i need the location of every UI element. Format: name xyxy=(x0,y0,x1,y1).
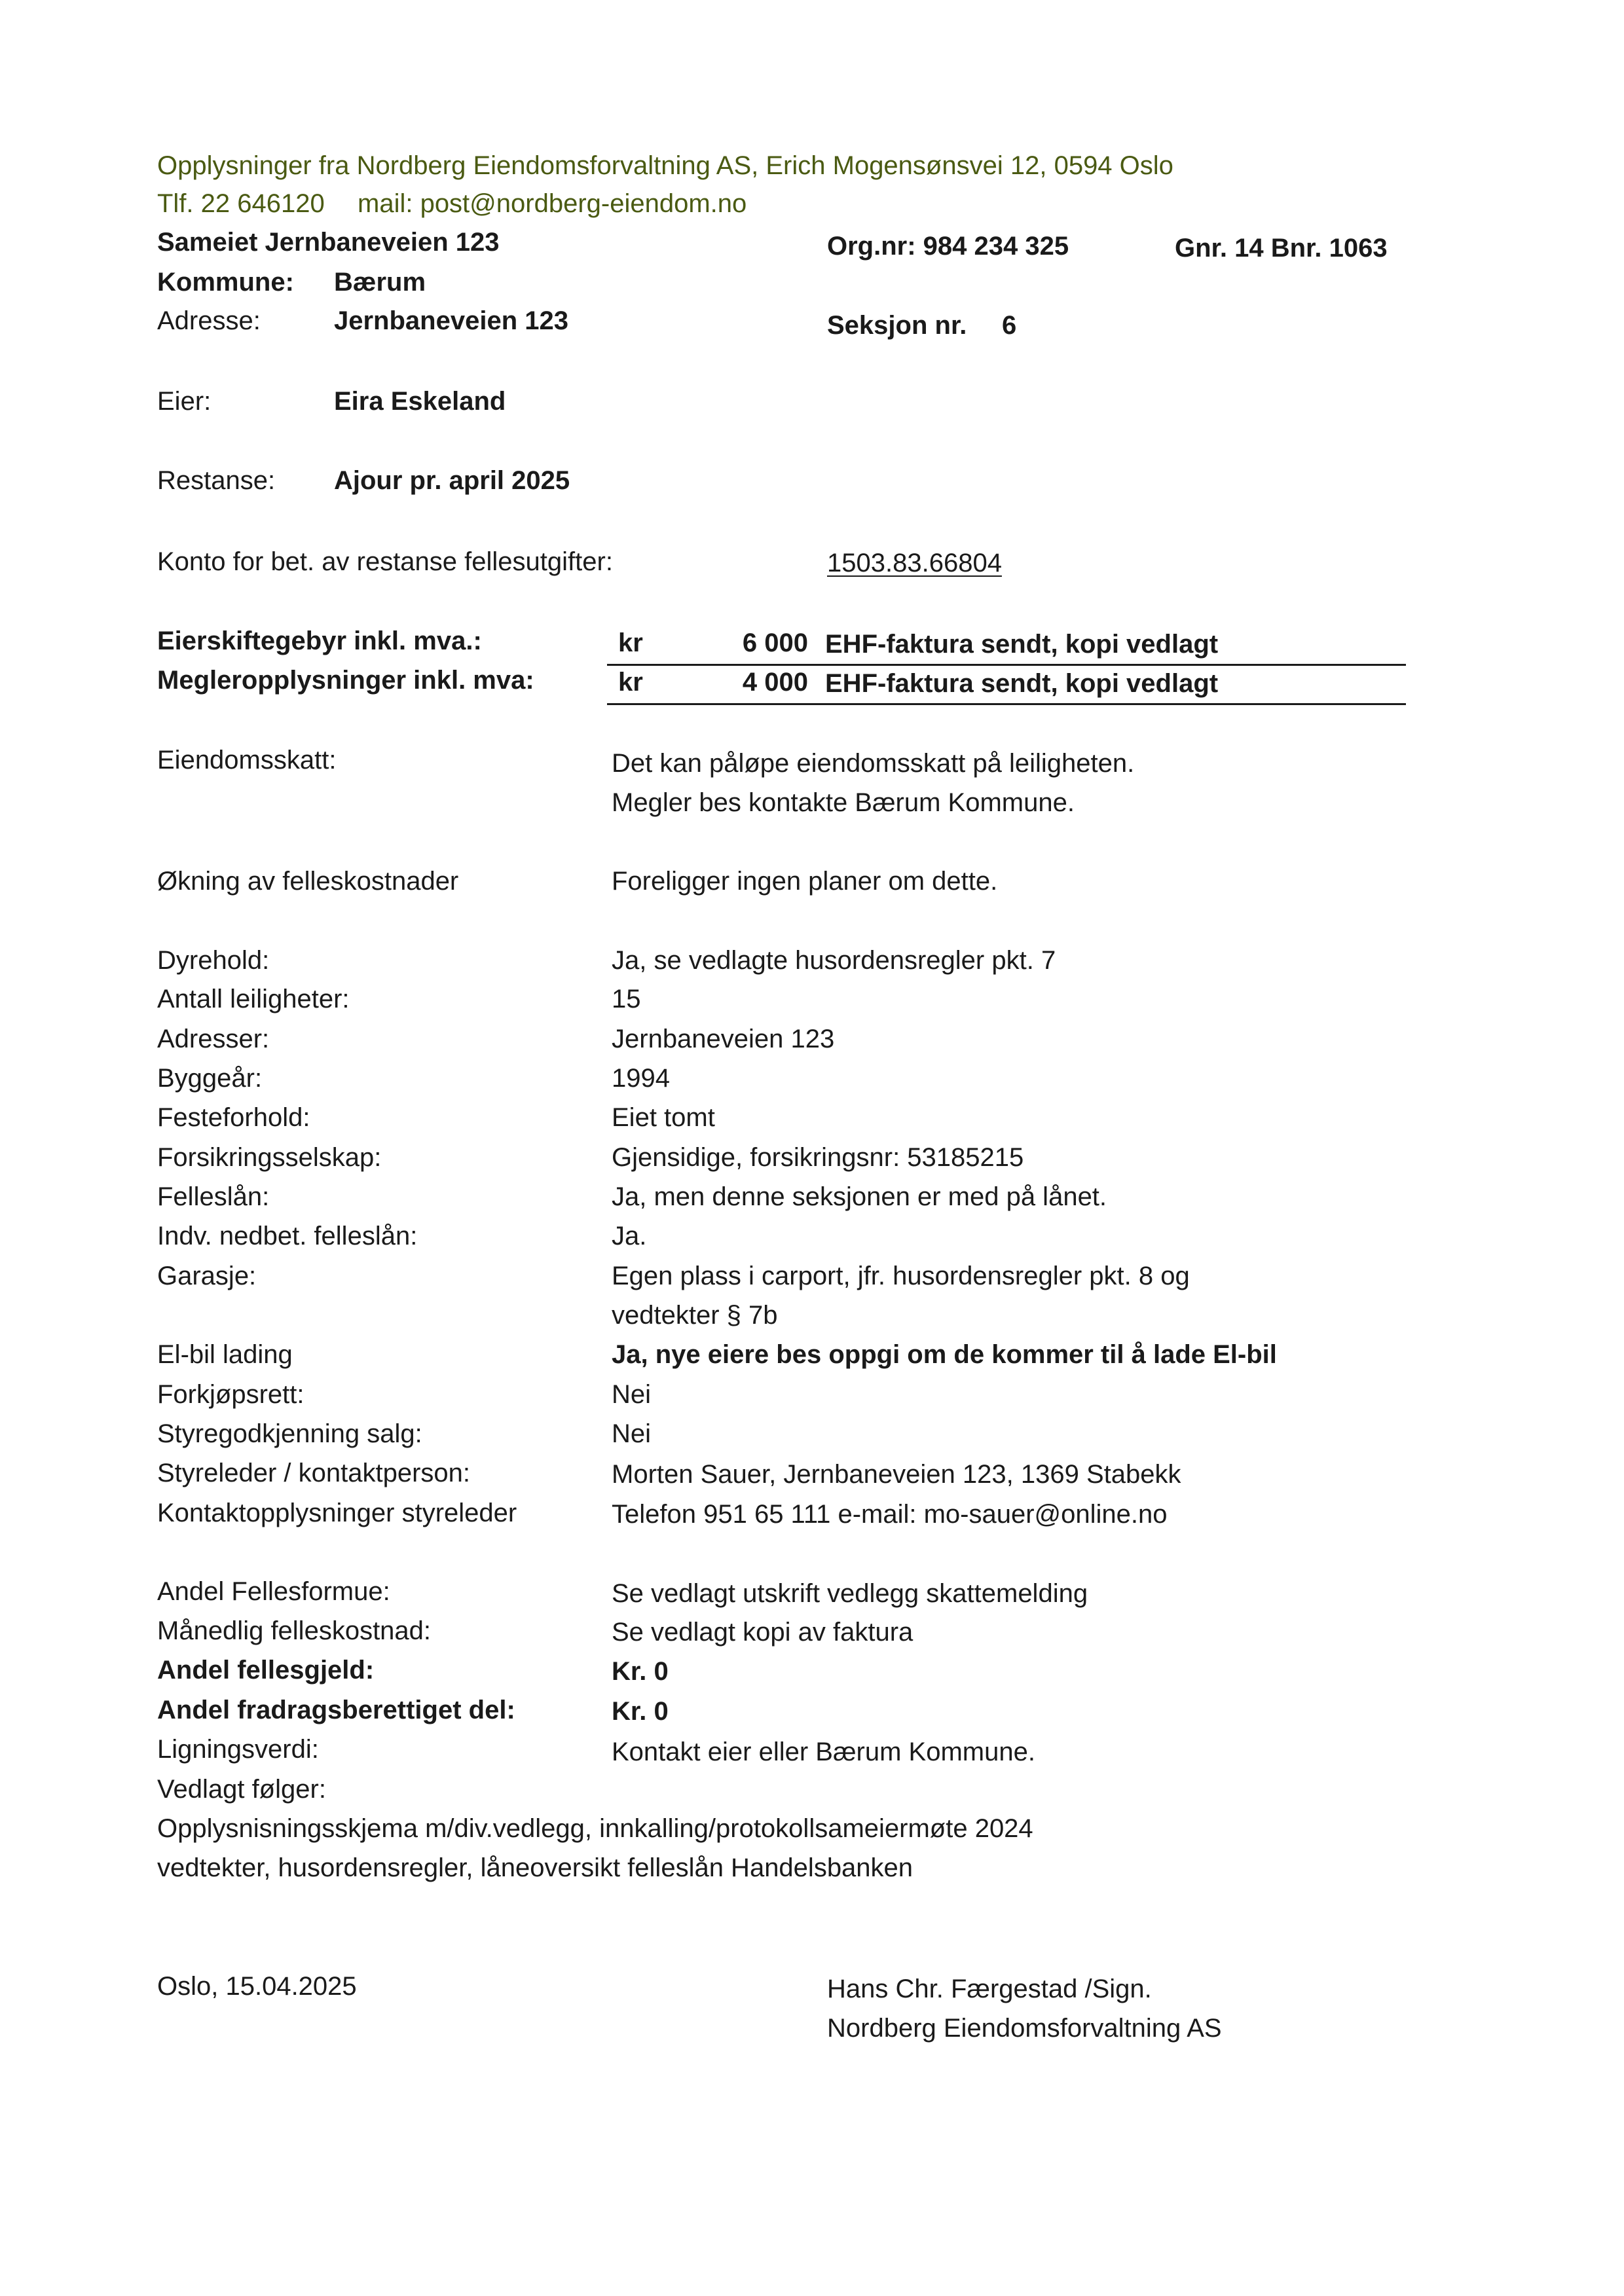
eiendomsskatt-label: Eiendomsskatt: xyxy=(157,746,337,774)
gnr-bnr: Gnr. 14 Bnr. 1063 xyxy=(1175,234,1388,263)
attachments-line-2: vedtekter, husordensregler, låneoversikt felleslån Handelsbanken xyxy=(157,1853,913,1882)
detail-label: Festeforhold: xyxy=(157,1103,310,1132)
detail-label: Adresser: xyxy=(157,1025,270,1053)
finance-value: Kontakt eier eller Bærum Kommune. xyxy=(612,1738,1035,1766)
eier-value: Eira Eskeland xyxy=(334,387,506,416)
fee-label: Eierskiftegebyr inkl. mva.: xyxy=(157,627,482,655)
restanse-label: Restanse: xyxy=(157,466,276,495)
attachments-label: Vedlagt følger: xyxy=(157,1775,326,1804)
finance-value: Kr. 0 xyxy=(612,1657,669,1686)
fee-label: Megleropplysninger inkl. mva: xyxy=(157,666,534,695)
kommune-value: Bærum xyxy=(334,268,426,297)
finance-value: Se vedlagt utskrift vedlegg skattemelding xyxy=(612,1579,1088,1608)
detail-label: Indv. nedbet. felleslån: xyxy=(157,1222,418,1250)
detail-label: Styreleder / kontaktperson: xyxy=(157,1459,471,1487)
detail-value: 15 xyxy=(612,985,641,1013)
finance-label: Ligningsverdi: xyxy=(157,1735,319,1764)
detail-value: Egen plass i carport, jfr. husordensregler pkt. 8 og xyxy=(612,1262,1190,1290)
property-name: Sameiet Jernbaneveien 123 xyxy=(157,228,500,257)
attachments-line-1: Opplysnisningsskjema m/div.vedlegg, innkalling/protokollsameiermøte 2024 xyxy=(157,1814,1033,1843)
detail-value: Ja, nye eiere bes oppgi om de kommer til å lade El-bil xyxy=(612,1340,1277,1369)
fee-note: EHF-faktura sendt, kopi vedlagt xyxy=(825,630,1219,659)
detail-label: Kontaktopplysninger styreleder xyxy=(157,1499,517,1527)
detail-label: Dyrehold: xyxy=(157,946,270,975)
detail-value: Eiet tomt xyxy=(612,1103,715,1132)
header-phone: Tlf. 22 646120 xyxy=(157,189,325,218)
finance-label: Månedlig felleskostnad: xyxy=(157,1616,432,1645)
konto-label: Konto for bet. av restanse fellesutgifter: xyxy=(157,547,613,576)
finance-label: Andel fellesgjeld: xyxy=(157,1656,375,1685)
fee-rule xyxy=(607,664,1406,666)
detail-value: Nei xyxy=(612,1419,652,1448)
header-mail: mail: post@nordberg-eiendom.no xyxy=(358,189,747,218)
org-number: Org.nr: 984 234 325 xyxy=(827,232,1069,261)
detail-label: Byggeår: xyxy=(157,1064,263,1093)
fee-currency: kr xyxy=(618,668,643,697)
detail-value: Gjensidige, forsikringsnr: 53185215 xyxy=(612,1143,1024,1172)
detail-label: Forkjøpsrett: xyxy=(157,1380,304,1409)
detail-value: Telefon 951 65 111 e-mail: mo-sauer@online.no xyxy=(612,1500,1168,1529)
detail-label: Forsikringsselskap: xyxy=(157,1143,382,1172)
fee-currency: kr xyxy=(618,629,643,657)
detail-value: Ja. xyxy=(612,1222,647,1250)
adresse-value: Jernbaneveien 123 xyxy=(334,306,568,335)
company-name: Nordberg Eiendomsforvaltning AS xyxy=(827,2014,1222,2043)
restanse-value: Ajour pr. april 2025 xyxy=(334,466,570,495)
detail-value: Nei xyxy=(612,1380,652,1409)
finance-value: Se vedlagt kopi av faktura xyxy=(612,1618,913,1647)
seksjon-label: Seksjon nr. xyxy=(827,311,967,340)
finance-value: Kr. 0 xyxy=(612,1697,669,1726)
finance-label: Andel fradragsberettiget del: xyxy=(157,1696,515,1724)
detail-value: vedtekter § 7b xyxy=(612,1301,778,1330)
detail-label: Styregodkjenning salg: xyxy=(157,1419,422,1448)
finance-label: Andel Fellesformue: xyxy=(157,1577,390,1606)
detail-label: El-bil lading xyxy=(157,1340,293,1369)
fee-amount: 6 000 xyxy=(742,629,808,657)
detail-label: Garasje: xyxy=(157,1262,257,1290)
detail-value: Ja, se vedlagte husordensregler pkt. 7 xyxy=(612,946,1056,975)
detail-label: Antall leiligheter: xyxy=(157,985,350,1013)
signature: Hans Chr. Færgestad /Sign. xyxy=(827,1975,1152,2003)
eiendomsskatt-line-1: Det kan påløpe eiendomsskatt på leiligheten. xyxy=(612,749,1135,778)
okning-label: Økning av felleskostnader xyxy=(157,867,459,896)
detail-label: Felleslån: xyxy=(157,1182,270,1211)
eier-label: Eier: xyxy=(157,387,212,416)
fee-amount: 4 000 xyxy=(742,668,808,697)
place-date: Oslo, 15.04.2025 xyxy=(157,1972,357,2001)
detail-value: Jernbaneveien 123 xyxy=(612,1025,835,1053)
detail-value: 1994 xyxy=(612,1064,670,1093)
header-line-1: Opplysninger fra Nordberg Eiendomsforvaltning AS, Erich Mogensønsvei 12, 0594 Oslo xyxy=(157,151,1173,180)
adresse-label: Adresse: xyxy=(157,306,261,335)
detail-value: Morten Sauer, Jernbaneveien 123, 1369 Stabekk xyxy=(612,1460,1181,1489)
okning-value: Foreligger ingen planer om dette. xyxy=(612,867,998,896)
konto-value: 1503.83.66804 xyxy=(827,549,1002,577)
fee-rule xyxy=(607,703,1406,705)
detail-value: Ja, men denne seksjonen er med på lånet. xyxy=(612,1182,1107,1211)
fee-note: EHF-faktura sendt, kopi vedlagt xyxy=(825,669,1219,698)
seksjon-value: 6 xyxy=(1002,311,1017,340)
kommune-label: Kommune: xyxy=(157,268,294,297)
eiendomsskatt-line-2: Megler bes kontakte Bærum Kommune. xyxy=(612,788,1075,817)
